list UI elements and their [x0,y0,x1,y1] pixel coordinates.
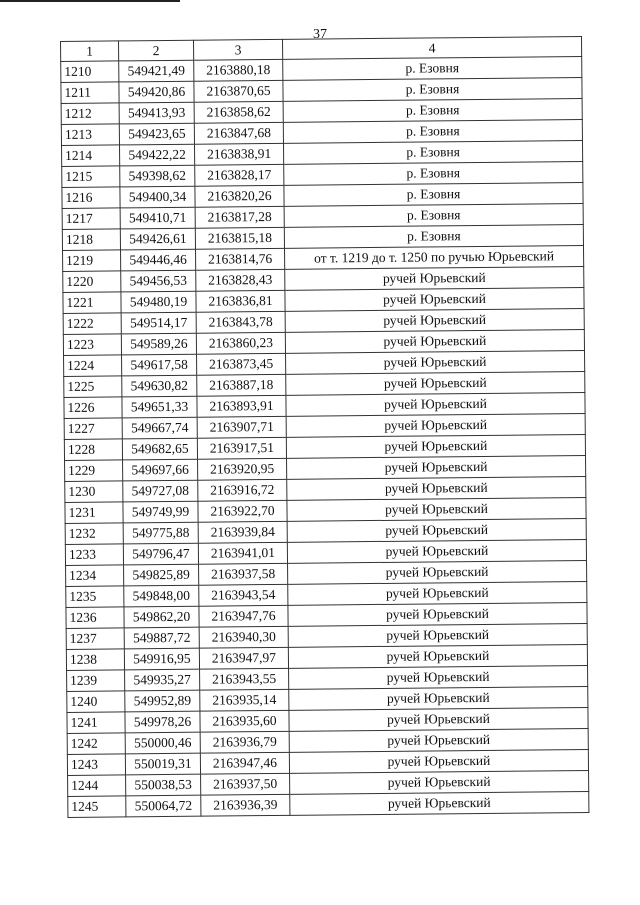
point-number-cell: 1216 [62,187,120,209]
y-coordinate-cell: 2163847,68 [194,122,283,144]
description-cell: ручей Юрьевский [287,518,586,542]
point-number-cell: 1234 [66,565,124,587]
y-coordinate-cell: 2163836,81 [196,290,285,312]
y-coordinate-cell: 2163943,54 [199,584,288,606]
page-number: 37 [313,27,327,42]
description-cell: ручей Юрьевский [289,728,588,752]
description-cell: ручей Юрьевский [287,497,586,521]
x-coordinate-cell: 550064,72 [126,795,201,817]
x-coordinate-cell: 549617,58 [122,354,197,376]
point-number-cell: 1214 [62,145,120,167]
point-number-cell: 1239 [67,670,125,692]
point-number-cell: 1211 [61,82,119,104]
y-coordinate-cell: 2163858,62 [194,101,283,123]
point-number-cell: 1217 [62,208,120,230]
y-coordinate-cell: 2163838,91 [194,143,283,165]
description-cell: ручей Юрьевский [288,623,587,647]
x-coordinate-cell: 549480,19 [121,291,196,313]
description-cell: ручей Юрьевский [289,749,588,773]
description-cell: от т. 1219 до т. 1250 по ручью Юрьевский [285,245,584,269]
x-coordinate-cell: 549514,17 [121,312,196,334]
description-cell: ручей Юрьевский [286,371,585,395]
point-number-cell: 1241 [67,712,125,734]
y-coordinate-cell: 2163947,46 [200,752,289,774]
x-coordinate-cell: 549848,00 [124,585,199,607]
description-cell: ручей Юрьевский [285,329,584,353]
point-number-cell: 1235 [66,586,124,608]
x-coordinate-cell: 549887,72 [124,627,199,649]
description-cell: р. Езовня [283,119,582,143]
point-number-cell: 1215 [62,166,120,188]
description-cell: ручей Юрьевский [286,350,585,374]
point-number-cell: 1222 [63,313,121,335]
y-coordinate-cell: 2163947,76 [199,605,288,627]
point-number-cell: 1245 [68,796,126,818]
description-cell: ручей Юрьевский [285,287,584,311]
x-coordinate-cell: 549400,34 [120,186,195,208]
point-number-cell: 1240 [67,691,125,713]
description-cell: ручей Юрьевский [286,434,585,458]
point-number-cell: 1236 [66,607,124,629]
point-number-cell: 1227 [64,418,122,440]
y-coordinate-cell: 2163937,58 [199,563,288,585]
y-coordinate-cell: 2163936,79 [200,731,289,753]
y-coordinate-cell: 2163893,91 [197,395,286,417]
description-cell: р. Езовня [283,77,582,101]
x-coordinate-cell: 549456,53 [121,270,196,292]
x-coordinate-cell: 549651,33 [122,396,197,418]
x-coordinate-cell: 549697,66 [123,459,198,481]
description-cell: р. Езовня [284,182,583,206]
description-cell: р. Езовня [283,98,582,122]
description-cell: р. Езовня [283,56,582,80]
y-coordinate-cell: 2163828,43 [196,269,285,291]
y-coordinate-cell: 2163907,71 [197,416,286,438]
x-coordinate-cell: 549796,47 [123,543,198,565]
x-coordinate-cell: 549422,22 [120,144,195,166]
column-header-3: 3 [193,39,282,60]
description-cell: ручей Юрьевский [286,392,585,416]
y-coordinate-cell: 2163814,76 [196,248,285,270]
y-coordinate-cell: 2163943,55 [200,668,289,690]
y-coordinate-cell: 2163920,95 [198,458,287,480]
x-coordinate-cell: 549423,65 [119,123,194,145]
y-coordinate-cell: 2163873,45 [197,353,286,375]
x-coordinate-cell: 549413,93 [119,102,194,124]
column-header-4: 4 [282,36,581,59]
point-number-cell: 1213 [61,124,119,146]
point-number-cell: 1231 [65,502,123,524]
description-cell: ручей Юрьевский [288,581,587,605]
description-cell: ручей Юрьевский [289,686,588,710]
x-coordinate-cell: 549420,86 [119,81,194,103]
point-number-cell: 1224 [64,355,122,377]
x-coordinate-cell: 549421,49 [119,60,194,82]
y-coordinate-cell: 2163870,65 [194,80,283,102]
point-number-cell: 1210 [61,61,119,83]
description-cell: ручей Юрьевский [285,308,584,332]
point-number-cell: 1228 [64,439,122,461]
y-coordinate-cell: 2163939,84 [198,521,287,543]
column-header-2: 2 [119,40,194,61]
column-header-1: 1 [61,41,119,62]
description-cell: ручей Юрьевский [285,266,584,290]
description-cell: ручей Юрьевский [289,665,588,689]
y-coordinate-cell: 2163880,18 [194,59,283,81]
x-coordinate-cell: 549952,89 [125,690,200,712]
y-coordinate-cell: 2163940,30 [199,626,288,648]
y-coordinate-cell: 2163922,70 [198,500,287,522]
x-coordinate-cell: 550019,31 [125,753,200,775]
y-coordinate-cell: 2163887,18 [197,374,286,396]
x-coordinate-cell: 550000,46 [125,732,200,754]
point-number-cell: 1244 [68,775,126,797]
x-coordinate-cell: 549630,82 [122,375,197,397]
point-number-cell: 1225 [64,376,122,398]
x-coordinate-cell: 549682,65 [122,438,197,460]
point-number-cell: 1221 [63,292,121,314]
description-cell: ручей Юрьевский [287,455,586,479]
y-coordinate-cell: 2163935,14 [200,689,289,711]
point-number-cell: 1243 [67,754,125,776]
description-cell: ручей Юрьевский [288,560,587,584]
x-coordinate-cell: 550038,53 [126,774,201,796]
x-coordinate-cell: 549667,74 [122,417,197,439]
point-number-cell: 1233 [65,544,123,566]
y-coordinate-cell: 2163937,50 [201,773,290,795]
description-cell: ручей Юрьевский [290,770,589,794]
y-coordinate-cell: 2163828,17 [195,164,284,186]
top-rule [0,0,180,2]
table-row [68,791,589,817]
x-coordinate-cell: 549825,89 [124,564,199,586]
x-coordinate-cell: 549916,95 [124,648,199,670]
y-coordinate-cell: 2163917,51 [197,437,286,459]
table-body [61,56,589,817]
x-coordinate-cell: 549775,88 [123,522,198,544]
description-cell: ручей Юрьевский [288,602,587,626]
point-number-cell: 1223 [63,334,121,356]
point-number-cell: 1218 [62,229,120,251]
x-coordinate-cell: 549935,27 [125,669,200,691]
y-coordinate-cell: 2163815,18 [195,227,284,249]
description-cell: р. Езовня [283,140,582,164]
x-coordinate-cell: 549589,26 [121,333,196,355]
description-cell: ручей Юрьевский [287,539,586,563]
point-number-cell: 1237 [66,628,124,650]
point-number-cell: 1232 [65,523,123,545]
y-coordinate-cell: 2163936,39 [201,794,290,816]
y-coordinate-cell: 2163941,01 [198,542,287,564]
point-number-cell: 1230 [65,481,123,503]
description-cell: р. Езовня [284,224,583,248]
description-cell: ручей Юрьевский [288,644,587,668]
description-cell: ручей Юрьевский [290,791,589,815]
x-coordinate-cell: 549446,46 [121,249,196,271]
y-coordinate-cell: 2163817,28 [195,206,284,228]
y-coordinate-cell: 2163947,97 [199,647,288,669]
y-coordinate-cell: 2163935,60 [200,710,289,732]
y-coordinate-cell: 2163843,78 [196,311,285,333]
description-cell: р. Езовня [284,161,583,185]
point-number-cell: 1212 [61,103,119,125]
x-coordinate-cell: 549410,71 [120,207,195,229]
point-number-cell: 1242 [67,733,125,755]
description-cell: ручей Юрьевский [287,476,586,500]
x-coordinate-cell: 549978,26 [125,711,200,733]
x-coordinate-cell: 549398,62 [120,165,195,187]
description-cell: ручей Юрьевский [286,413,585,437]
description-cell: р. Езовня [284,203,583,227]
x-coordinate-cell: 549862,20 [124,606,199,628]
coordinates-table [60,36,589,818]
x-coordinate-cell: 549727,08 [123,480,198,502]
point-number-cell: 1219 [63,250,121,272]
table-container [60,36,589,818]
description-cell: ручей Юрьевский [289,707,588,731]
point-number-cell: 1226 [64,397,122,419]
y-coordinate-cell: 2163916,72 [198,479,287,501]
x-coordinate-cell: 549426,61 [120,228,195,250]
x-coordinate-cell: 549749,99 [123,501,198,523]
point-number-cell: 1238 [66,649,124,671]
point-number-cell: 1229 [65,460,123,482]
y-coordinate-cell: 2163860,23 [196,332,285,354]
y-coordinate-cell: 2163820,26 [195,185,284,207]
point-number-cell: 1220 [63,271,121,293]
